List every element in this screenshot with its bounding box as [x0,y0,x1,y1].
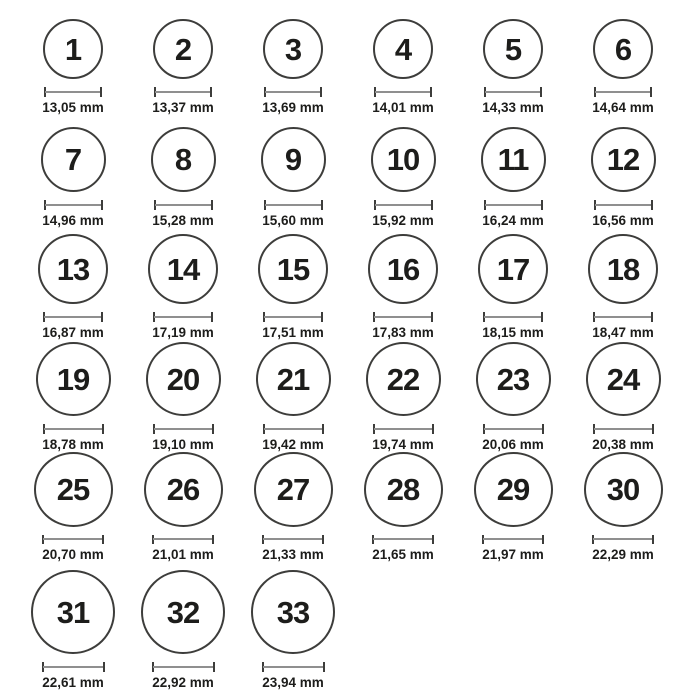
ring-size-item [348,342,458,452]
diameter-measure-line [262,535,324,544]
measure-right-tick [322,535,324,544]
ring-size-number: 5 [504,31,522,67]
ring-size-item [238,342,348,452]
ring-size-number: 11 [497,141,529,177]
ring-size-number: 18 [606,251,640,287]
measure-line-bar [155,91,211,93]
measure-right-tick [651,200,653,210]
ring-size-item [458,12,568,122]
measure-line-bar [373,538,433,540]
measure-line-bar [154,428,213,430]
diameter-label: 16,87 mm [42,325,104,340]
ring-size-item [568,452,678,562]
diameter-label: 22,92 mm [152,675,214,690]
measure-right-tick [652,424,654,434]
diameter-measure-line [264,200,323,210]
diameter-label: 16,24 mm [482,212,544,228]
ring-size-number: 7 [64,141,82,177]
measure-right-tick [321,200,323,210]
ring-circle [258,234,328,304]
ring-circle [261,127,326,192]
measure-right-tick [100,87,102,97]
measure-right-tick [652,535,654,544]
ring-circle [151,127,216,192]
ring-size-item [238,232,348,342]
ring-size-number: 1 [64,31,82,67]
ring-size-number: 3 [284,31,302,67]
ring-size-item [128,232,238,342]
measure-line-bar [153,666,214,668]
ring-circle [41,127,106,192]
ring-circle [38,234,108,304]
measure-line-bar [263,666,324,668]
diameter-measure-line [263,424,324,434]
measure-right-tick [102,424,104,434]
measure-line-bar [45,91,101,93]
ring-circle [36,342,111,416]
measure-line-bar [594,316,652,318]
measure-right-tick [103,662,105,672]
ring-size-number: 29 [496,471,530,507]
ring-circle [34,452,113,527]
ring-size-item [128,562,238,698]
ring-circle [584,452,663,527]
ring-circle [478,234,548,304]
diameter-label: 14,64 mm [592,100,654,115]
ring-size-item [458,452,568,562]
ring-circle [474,452,553,527]
diameter-label: 20,38 mm [592,437,654,452]
ring-size-item [128,122,238,232]
measure-right-tick [540,87,542,97]
ring-size-number: 25 [56,471,90,507]
diameter-measure-line [592,535,654,544]
ring-circle [251,570,335,654]
diameter-label: 16,56 mm [592,212,654,228]
diameter-label: 14,96 mm [42,212,104,228]
ring-size-item [568,12,678,122]
ring-circle [141,570,225,654]
measure-line-bar [154,316,212,318]
measure-right-tick [101,200,103,210]
diameter-measure-line [263,312,323,322]
measure-line-bar [263,538,323,540]
measure-right-tick [542,535,544,544]
ring-size-number: 10 [386,141,420,177]
measure-right-tick [651,312,653,322]
measure-line-bar [43,666,104,668]
ring-size-number: 15 [276,251,310,287]
diameter-measure-line [154,200,213,210]
ring-circle [373,19,433,79]
ring-size-item [348,122,458,232]
diameter-measure-line [484,200,543,210]
ring-circle [43,19,103,79]
ring-circle [31,570,115,654]
diameter-measure-line [374,200,433,210]
measure-right-tick [432,535,434,544]
ring-circle [481,127,546,192]
diameter-measure-line [483,424,544,434]
ring-circle [146,342,221,416]
ring-size-number: 32 [166,594,200,630]
diameter-measure-line [43,424,104,434]
diameter-measure-line [374,87,432,97]
ring-size-item [18,12,128,122]
ring-size-item [238,122,348,232]
diameter-label: 19,42 mm [262,437,324,452]
ring-circle [364,452,443,527]
ring-size-item [568,342,678,452]
ring-size-number: 26 [166,471,200,507]
measure-line-bar [265,91,321,93]
measure-line-bar [484,316,542,318]
measure-right-tick [102,535,104,544]
ring-size-number: 22 [386,361,420,397]
diameter-label: 18,15 mm [482,325,544,340]
ring-size-item [18,342,128,452]
measure-right-tick [323,662,325,672]
ring-circle [263,19,323,79]
measure-right-tick [101,312,103,322]
diameter-label: 15,60 mm [262,212,324,228]
measure-right-tick [542,424,544,434]
ring-size-item [348,232,458,342]
ring-size-item [128,452,238,562]
measure-right-tick [432,424,434,434]
ring-circle [593,19,653,79]
diameter-label: 17,19 mm [152,325,214,340]
ring-circle [586,342,661,416]
diameter-label: 22,29 mm [592,547,654,562]
diameter-label: 21,01 mm [152,547,214,562]
ring-size-number: 14 [166,251,200,287]
diameter-measure-line [483,312,543,322]
ring-size-number: 31 [56,594,90,630]
measure-line-bar [44,428,103,430]
diameter-label: 14,01 mm [372,100,434,115]
measure-right-tick [212,424,214,434]
ring-size-number: 17 [496,251,530,287]
measure-line-bar [375,91,431,93]
diameter-label: 15,28 mm [152,212,214,228]
ring-circle [254,452,333,527]
measure-line-bar [265,204,322,206]
diameter-measure-line [42,535,104,544]
diameter-label: 17,83 mm [372,325,434,340]
ring-size-item [18,562,128,698]
ring-circle [588,234,658,304]
measure-line-bar [484,428,543,430]
measure-line-bar [483,538,543,540]
diameter-label: 18,47 mm [592,325,654,340]
diameter-measure-line [372,535,434,544]
ring-size-item [18,232,128,342]
ring-size-number: 4 [394,31,412,67]
ring-size-number: 33 [276,594,310,630]
diameter-measure-line [42,662,105,672]
ring-size-number: 20 [166,361,200,397]
ring-size-item [18,452,128,562]
ring-circle [371,127,436,192]
ring-circle [153,19,213,79]
ring-size-number: 6 [614,31,632,67]
ring-size-item [458,122,568,232]
ring-size-item [18,122,128,232]
diameter-label: 15,92 mm [372,212,434,228]
measure-right-tick [320,87,322,97]
diameter-label: 20,70 mm [42,547,104,562]
measure-right-tick [212,535,214,544]
diameter-measure-line [152,662,215,672]
ring-size-number: 30 [606,471,640,507]
diameter-measure-line [373,424,434,434]
diameter-label: 13,37 mm [152,100,214,115]
diameter-measure-line [593,424,654,434]
measure-line-bar [374,316,432,318]
ring-size-number: 27 [276,471,310,507]
measure-right-tick [431,312,433,322]
ring-circle [483,19,543,79]
diameter-measure-line [264,87,322,97]
measure-right-tick [430,87,432,97]
ring-size-item [238,452,348,562]
ring-size-number: 8 [174,141,192,177]
measure-line-bar [43,538,103,540]
ring-size-number: 28 [386,471,420,507]
diameter-measure-line [152,535,214,544]
measure-right-tick [213,662,215,672]
ring-size-number: 9 [284,141,302,177]
diameter-measure-line [484,87,542,97]
diameter-measure-line [43,312,103,322]
ring-size-number: 24 [606,361,640,397]
measure-line-bar [264,428,323,430]
measure-line-bar [593,538,653,540]
ring-size-item [128,12,238,122]
measure-right-tick [211,312,213,322]
diameter-measure-line [154,87,212,97]
ring-size-number: 23 [496,361,530,397]
measure-line-bar [264,316,322,318]
diameter-label: 22,61 mm [42,675,104,690]
measure-right-tick [210,87,212,97]
measure-right-tick [541,312,543,322]
measure-right-tick [322,424,324,434]
diameter-label: 23,94 mm [262,675,324,690]
diameter-measure-line [593,312,653,322]
measure-line-bar [153,538,213,540]
ring-size-item [238,562,348,698]
ring-circle [144,452,223,527]
ring-circle [476,342,551,416]
measure-line-bar [45,204,102,206]
ring-size-item [458,342,568,452]
diameter-measure-line [44,87,102,97]
diameter-measure-line [262,662,325,672]
ring-size-number: 12 [606,141,640,177]
measure-right-tick [541,200,543,210]
ring-size-number: 2 [174,31,192,67]
ring-circle [368,234,438,304]
ring-circle [591,127,656,192]
diameter-label: 18,78 mm [42,437,104,452]
measure-line-bar [485,91,541,93]
ring-size-item [348,452,458,562]
diameter-measure-line [153,312,213,322]
diameter-measure-line [373,312,433,322]
ring-size-item [238,12,348,122]
diameter-label: 19,10 mm [152,437,214,452]
ring-size-number: 13 [56,251,90,287]
measure-line-bar [485,204,542,206]
diameter-label: 14,33 mm [482,100,544,115]
measure-line-bar [595,91,651,93]
measure-right-tick [650,87,652,97]
ring-circle [148,234,218,304]
diameter-label: 19,74 mm [372,437,434,452]
ring-size-number: 16 [386,251,420,287]
diameter-measure-line [482,535,544,544]
measure-right-tick [431,200,433,210]
diameter-label: 17,51 mm [262,325,324,340]
measure-line-bar [594,428,653,430]
diameter-measure-line [594,200,653,210]
diameter-label: 20,06 mm [482,437,544,452]
ring-circle [366,342,441,416]
diameter-measure-line [594,87,652,97]
measure-line-bar [155,204,212,206]
diameter-label: 13,69 mm [262,100,324,115]
measure-line-bar [374,428,433,430]
diameter-measure-line [153,424,214,434]
ring-size-item [568,232,678,342]
diameter-label: 21,65 mm [372,547,434,562]
ring-size-item [348,12,458,122]
ring-circle [256,342,331,416]
ring-size-item [568,122,678,232]
ring-size-item [458,232,568,342]
diameter-measure-line [44,200,103,210]
diameter-label: 21,97 mm [482,547,544,562]
ring-size-number: 21 [276,361,310,397]
measure-right-tick [321,312,323,322]
measure-line-bar [375,204,432,206]
measure-line-bar [595,204,652,206]
diameter-label: 21,33 mm [262,547,324,562]
ring-size-item [128,342,238,452]
ring-size-number: 19 [56,361,90,397]
diameter-label: 13,05 mm [42,100,104,115]
measure-line-bar [44,316,102,318]
measure-right-tick [211,200,213,210]
